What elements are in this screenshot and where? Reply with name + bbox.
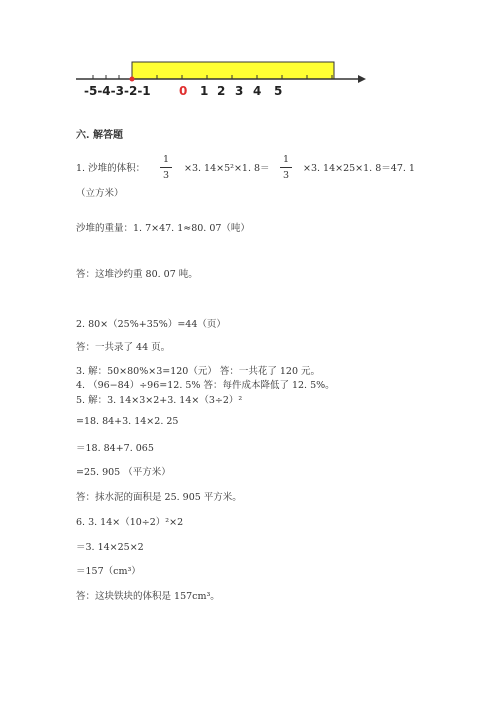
q1-answer: 答：这堆沙约重 80. 07 吨。 [76,269,198,280]
q5-step3: =25. 905 （平方米） [76,467,171,478]
q1-frac-num: 1 [162,154,170,165]
q1-tail: ×3. 14×25×1. 8＝47. 1 [303,163,415,174]
q6-step1: ＝3. 14×25×2 [76,542,144,553]
axis-arrow [358,75,366,83]
q1-prefix: 1. 沙堆的体积： [76,163,146,174]
q6-step2: ＝157（cm³） [76,566,141,577]
number-line-figure [76,58,366,103]
q1-frac2-num: 1 [282,154,290,165]
q2-answer: 答：一共录了 44 页。 [76,342,171,353]
section-title: 六. 解答题 [76,130,123,141]
q6-line: 6. 3. 14×（10÷2）²×2 [76,517,184,528]
q1-mid: ×3. 14×5²×1. 8＝ [184,163,270,174]
label-5: 5 [274,84,283,98]
label-1: 1 [200,84,209,98]
negative-labels: -5-4-3-2-1 [84,84,151,98]
q1-fraction [160,154,172,181]
highlight-region [132,62,334,79]
q5-step1: =18. 84+3. 14×2. 25 [76,416,179,427]
q1-frac2-den: 3 [282,170,290,181]
label-4: 4 [253,84,262,98]
q2-line: 2. 80×（25%+35%）=44（页） [76,319,226,330]
q1-unit: （立方米） [76,188,124,199]
q5-answer: 答：抹水泥的面积是 25. 905 平方米。 [76,492,242,503]
label-3: 3 [235,84,244,98]
q3-line: 3. 解：50×80%×3=120（元） 答：一共花了 120 元。 [76,366,321,377]
q1-weight: 沙堆的重量：1. 7×47. 1≈80. 07（吨） [76,223,250,234]
q1-frac-den: 3 [162,170,170,181]
q1-fraction-2 [280,154,292,181]
q4-line: 4. （96−84）÷96=12. 5% 答：每件成本降低了 12. 5%。 [76,380,335,391]
label-zero: 0 [179,84,188,98]
zero-point [130,77,135,82]
q6-answer: 答：这块铁块的体积是 157cm³。 [76,591,220,602]
q5-line: 5. 解：3. 14×3×2+3. 14×（3÷2）² [76,395,243,406]
label-2: 2 [217,84,226,98]
q5-step2: ＝18. 84+7. 065 [76,443,154,454]
